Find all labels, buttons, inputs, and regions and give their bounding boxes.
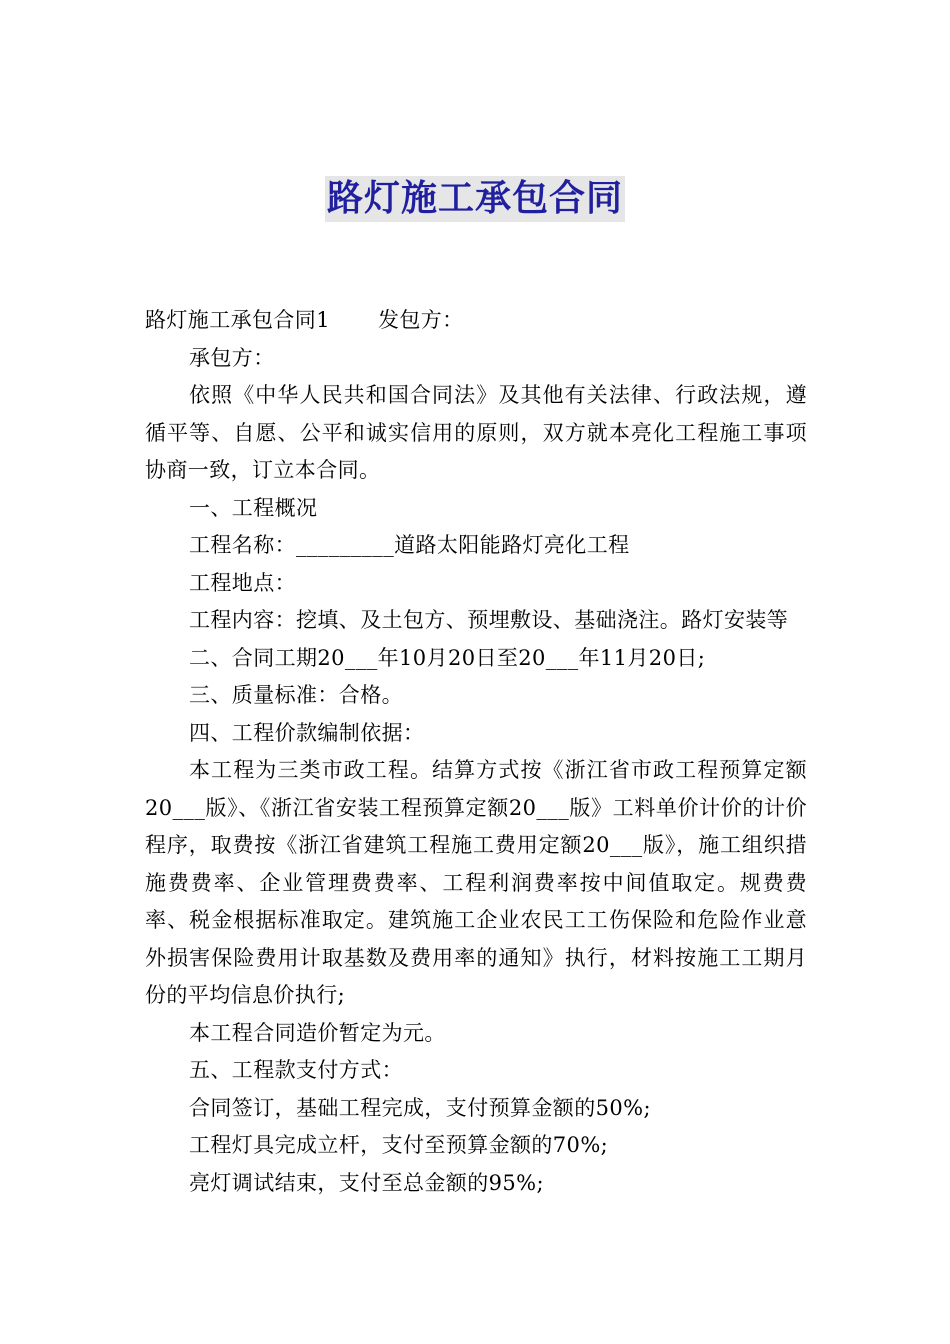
paragraph: 本工程为三类市政工程。结算方式按《浙江省市政工程预算定额20___版》、《浙江省安装工程预算定额20___版》工料单价计价的计价程序，取费按《浙江省建筑工程施工费用定额20___版》，施工组织措施费费率、企业管理费费率、工程利润费率按中间值取定。规费费率、税金根据标准取定。建筑施工企业农民工工伤保险和危险作业意外损害保险费用计取基数及费用率的通知》执行，材料按施工工期月份的平均信息价执行;	[145, 758, 807, 1007]
first-line	[145, 302, 807, 340]
employer-label: 发包方：	[377, 308, 464, 332]
section-heading: 二、合同工期20___年10月20日至20___年11月20日;	[189, 645, 706, 670]
paragraph: 依照《中华人民共和国合同法》及其他有关法律、行政法规，遵循平等、自愿、公平和诚实信用的原则，双方就本亮化工程施工事项协商一致，订立本合同。	[145, 383, 807, 482]
paragraph: 亮灯调试结束，支付至总金额的95%;	[189, 1170, 544, 1195]
paragraph: 工程地点：	[189, 570, 296, 595]
paragraph: 工程内容：挖填、及土包方、预埋敷设、基础浇注。路灯安装等	[189, 608, 789, 632]
paragraph: 承包方：	[189, 345, 275, 370]
paragraph: 本工程合同造价暂定为元。	[189, 1020, 446, 1045]
section-heading: 四、工程价款编制依据：	[189, 720, 425, 745]
title-container	[0, 176, 950, 222]
document-body	[145, 302, 807, 1202]
section-heading: 五、工程款支付方式：	[189, 1058, 403, 1082]
paragraph: 工程名称：_________道路太阳能路灯亮化工程	[189, 533, 630, 557]
paragraph: 合同签订，基础工程完成，支付预算金额的50%;	[189, 1095, 651, 1120]
section-heading: 三、质量标准：合格。	[189, 683, 403, 707]
section-heading: 一、工程概况	[189, 495, 318, 520]
paragraph: 工程灯具完成立杆，支付至预算金额的70%;	[189, 1133, 609, 1157]
document-title: 路灯施工承包合同	[325, 176, 625, 222]
contract-heading: 路灯施工承包合同1	[145, 308, 330, 332]
